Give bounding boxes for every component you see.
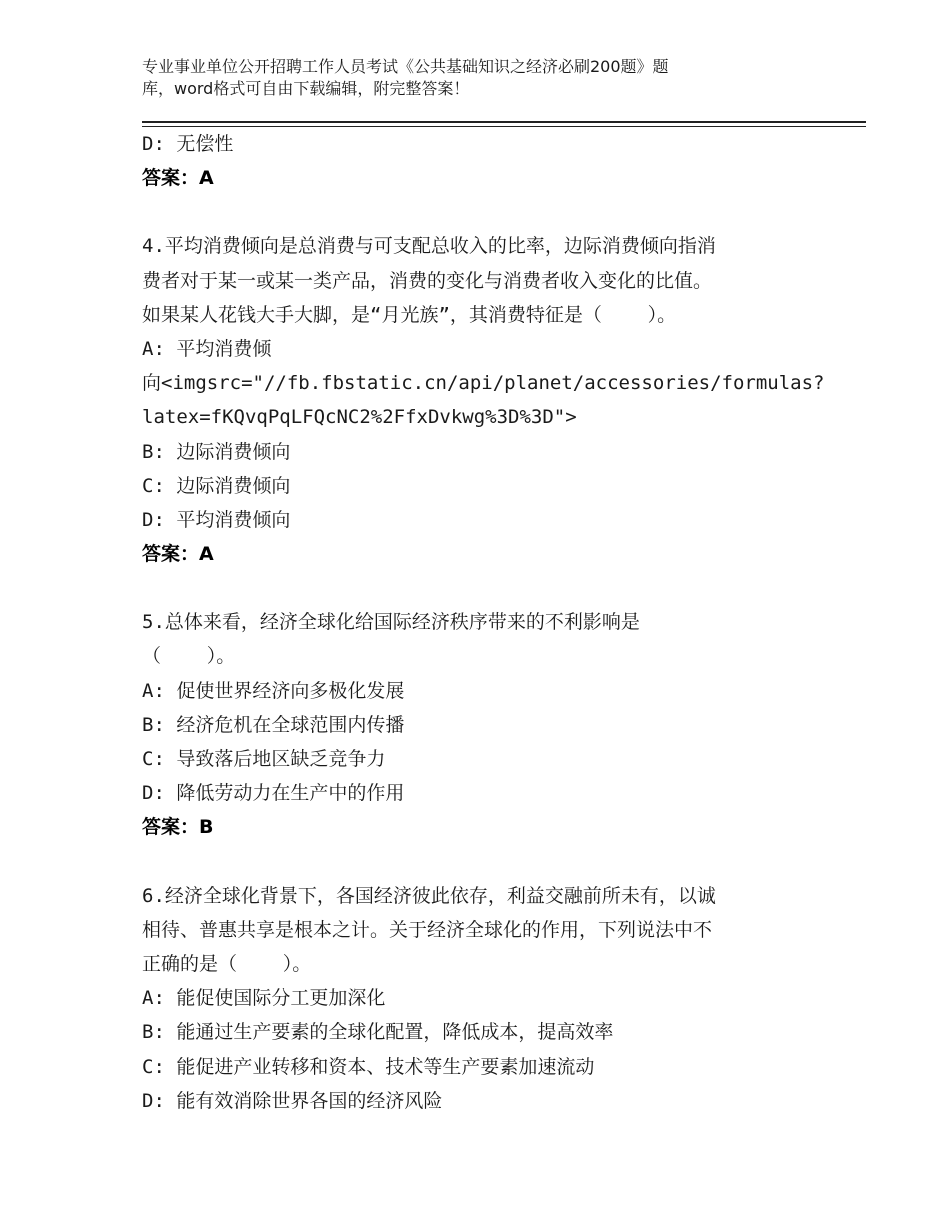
question-5 (142, 605, 822, 844)
option-d: D: 能有效消除世界各国的经济风险 (142, 1089, 443, 1112)
question-stem-line: 5.总体来看，经济全球化给国际经济秩序带来的不利影响是 (142, 611, 640, 634)
option-d: D: 无偿性 (142, 133, 234, 155)
answer-label: 答案：B (142, 816, 214, 839)
option-c: C: 边际消费倾向 (142, 474, 291, 497)
header-title-line-2: 库，word格式可自由下载编辑，附完整答案！ (142, 79, 470, 98)
option-c: C: 能促进产业转移和资本、技术等生产要素加速流动 (142, 1055, 595, 1078)
option-a: A: 能促使国际分工更加深化 (142, 987, 386, 1010)
spacer (142, 845, 822, 879)
question-stem-line: 相待、普惠共享是根本之计。关于经济全球化的作用，下列说法中不 (142, 918, 713, 941)
document-header (142, 56, 782, 100)
question-stem-line: 正确的是（ ）。 (142, 952, 312, 975)
header-title-line-1: 专业事业单位公开招聘工作人员考试《公共基础知识之经济必刷200题》题 (142, 57, 669, 76)
answer-label: 答案：A (142, 167, 214, 190)
option-b: B: 能通过生产要素的全球化配置，降低成本，提高效率 (142, 1021, 614, 1044)
option-a: A: 平均消费倾 (142, 337, 272, 360)
question-stem-line: 费者对于某一或某一类产品，消费的变化与消费者收入变化的比值。 (142, 269, 713, 292)
question-3 (142, 127, 822, 195)
question-stem-line: 6.经济全球化背景下，各国经济彼此依存，利益交融前所未有，以诚 (142, 884, 716, 907)
spacer (142, 571, 822, 605)
option-b: B: 经济危机在全球范围内传播 (142, 713, 405, 736)
option-a-continued: 向<imgsrc="//fb.fbstatic.cn/api/planet/accessories/formulas? (142, 372, 825, 395)
option-d: D: 降低劳动力在生产中的作用 (142, 782, 405, 805)
question-stem-line: （ ）。 (142, 645, 236, 668)
answer-label: 答案：A (142, 543, 214, 566)
question-stem-line: 4.平均消费倾向是总消费与可支配总收入的比率，边际消费倾向指消 (142, 235, 716, 258)
question-list (142, 127, 825, 1118)
option-b: B: 边际消费倾向 (142, 440, 291, 463)
spacer (142, 195, 822, 229)
option-d: D: 平均消费倾向 (142, 508, 291, 531)
question-6 (142, 879, 822, 1118)
question-stem-line: 如果某人花钱大手大脚，是“月光族”，其消费特征是（ ）。 (142, 303, 677, 326)
option-a: A: 促使世界经济向多极化发展 (142, 679, 405, 702)
option-a-continued: latex=fKQvqPqLFQcNC2%2FfxDvkwg%3D%3D"> (142, 406, 577, 429)
option-c: C: 导致落后地区缺乏竞争力 (142, 748, 386, 770)
question-4 (142, 229, 825, 571)
